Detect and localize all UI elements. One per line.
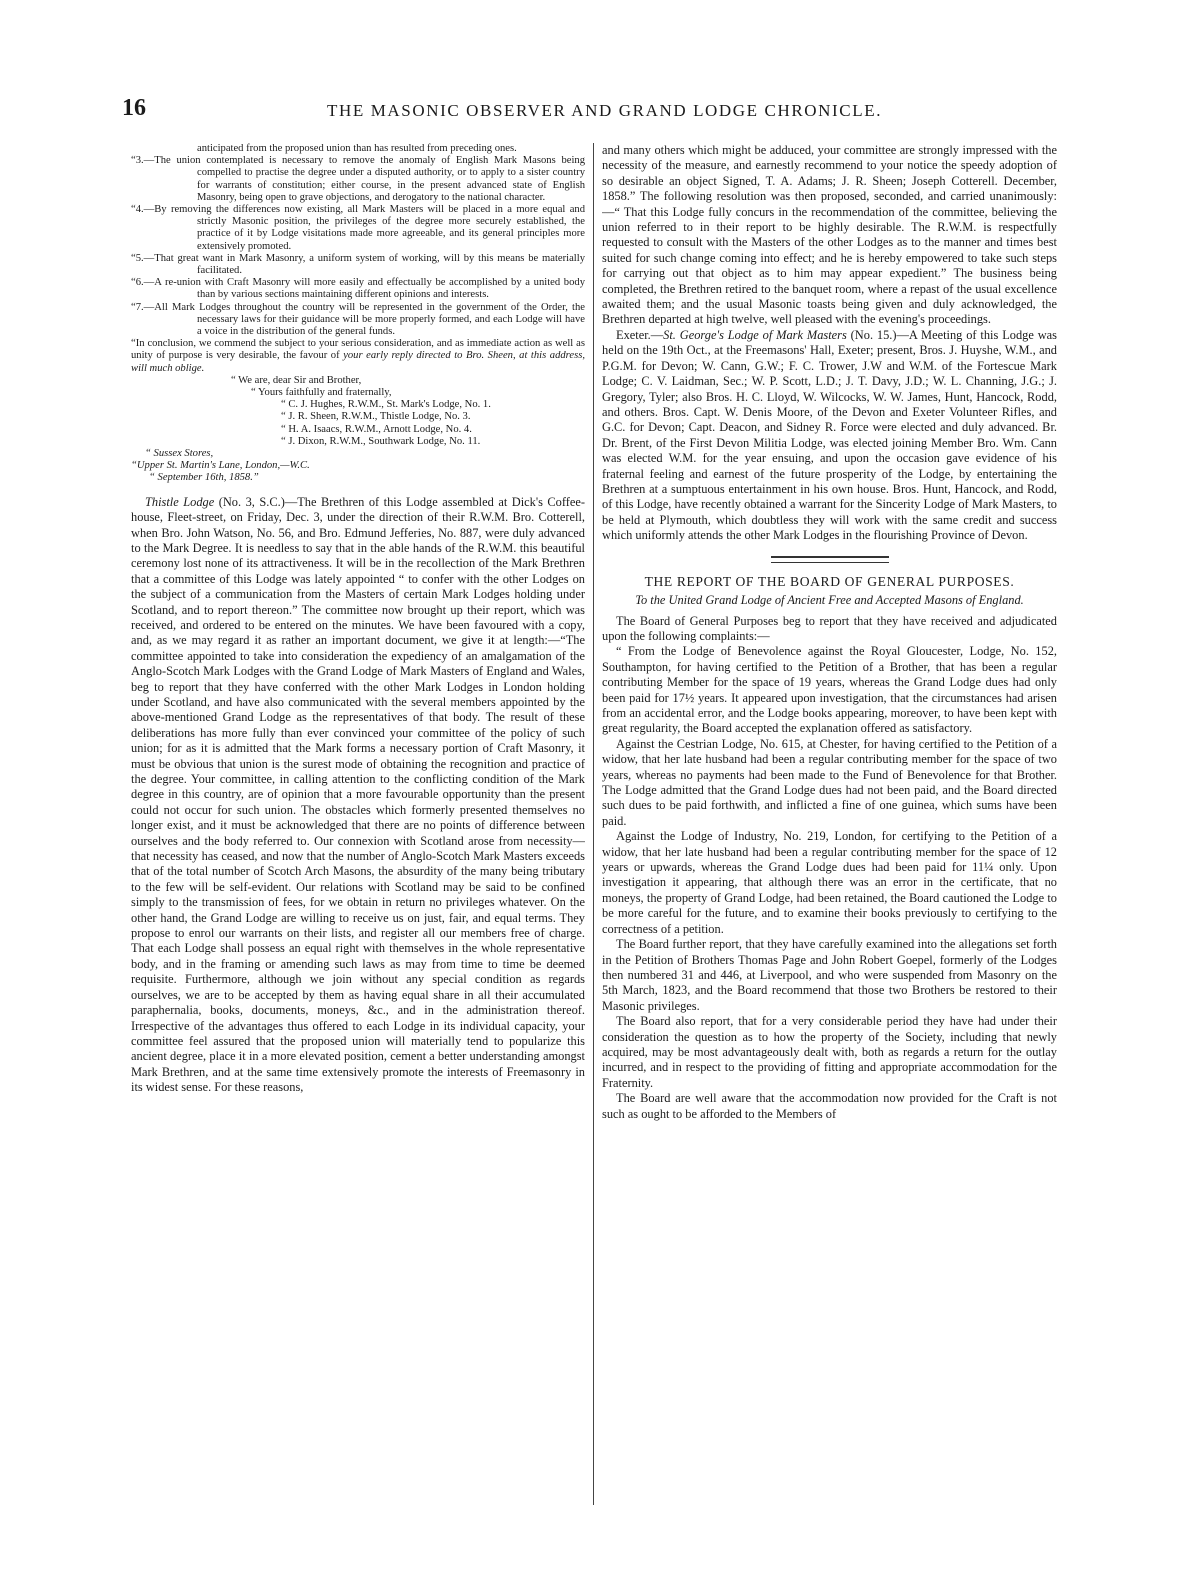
signature-sussex: “ Sussex Stores, <box>145 448 214 460</box>
report-paragraph: The Board are well aware that the accommodation now provided for the Craft is not such as ought to be afforded to the Members of <box>602 1091 1057 1121</box>
quote-point-4: “4.—By removing the differences now existing, all Mark Masters will be placed in a more equal and strictly Masonic position, the privileges of the degree more securely established, the practice of it by Lodge visitations made more agreeable, and its general principles more extensively promoted. <box>131 204 585 252</box>
report-title: THE REPORT OF THE BOARD OF GENERAL PURPOSES. <box>644 573 1015 589</box>
quote-point-2-cont: anticipated from the proposed union than has resulted from preceding ones. <box>197 143 517 154</box>
signature-address: “Upper St. Martin's Lane, London,—W.C. <box>131 460 310 472</box>
section-divider <box>771 556 889 563</box>
thistle-lodge-report: Thistle Lodge (No. 3, S.C.)—The Brethren of this Lodge assembled at Dick's Coffee-house, Fleet-street, on Friday, Dec. 3, under the direction of their R.W.M. Bro. Cotterell, when Bro. John Watson, No. 56, and Bro. Edmund Jefferies, No. 887, were duly advanced to the Mark Degree. It is needless to say that in the able hands of the R.W.M. this beautiful ceremony lost none of its attractiveness. It will be in the recollection of the Mark Brethren that a committee of this Lodge was lately appointed “ to confer with the other Lodges on the subject of a communication from the Masters of certain Mark Lodges holding under Scotland, and to report thereon.” The committee now brought up their report, which was received, and ordered to be entered on the minutes. We have been favoured with a copy, and, as we may regard it as rather an important document, we give it at length:—“The committee appointed to take into consideration the expediency of an amalgamation of the Anglo-Scotch Mark Lodges with the Grand Lodge of Mark Masters of England and Wales, beg to report that they have conferred with the other Mark Lodges in London holding under Scotland, and have also communicated with the several members appointed by the above-mentioned Grand Lodge as the representatives of that body. The result of these deliberations has more fully than ever convinced your committee of the policy of such union; for as it is admitted that the Mark forms a necessary portion of Craft Masonry, it must be obvious that union is the surest mode of obtaining the recognition and practice of the degree. Your committee, in calling attention to the conflicting condition of the Mark degree in this country, are of opinion that a more favourable opportunity than the present could not occur for such union. The obstacles which formerly presented themselves no longer exist, and it must be acknowledged that there are no points of difference between ourselves and the body referred to. Our connexion with Scotland arose from necessity—that necessity has ceased, and now that the number of Anglo-Scotch Mark Masters exceeds that of the total number of Scotch Arch Masons, the absurdity of the many being tributary to the few will be self-evident. Our relations with Scotland may be said to be confined simply to the transmission of fees, for we obtain in return no privileges whatever. On the other hand, the Grand Lodge are willing to receive us on just, fair, and equal terms. They propose to enrol our warrants on their lists, and register all our members free of charge. That each Lodge shall possess an equal right with themselves in the whole representative body, and in the framing or amending such laws as may from time to time be deemed requisite. Furthermore, although we join without any special condition as regards ourselves, we are to be accepted by them as having equal share in all their accumulated paraphernalia, books, documents, moneys, &c., and in the administration thereof. Irrespective of the advantages thus offered to each Lodge in its individual capacity, your committee feel assured that the proposed union will materially tend to popularize this ancient degree, place it in a more elevated position, cement a better understanding amongst Mark Brethren, and at the same time extensively promote the interests of Freemasonry in its widest sense. For these reasons, <box>131 494 585 1095</box>
report-paragraph: Against the Lodge of Industry, No. 219, London, for certifying to the Petition of a widow, that her late husband had been a regular contributing member for the space of 12 years or upwards, whereas the Grand Lodge dues had been paid for 11¼ only. Upon investigation it appearing, that although there was an error in the certificate, that no moneys, the property of Grand Lodge, had been retained, the Board cautioned the Lodge to be more careful for the future, and to examine their books previously to certifying to the correctness of a petition. <box>602 829 1057 936</box>
left-column <box>131 143 585 1505</box>
quote-point-7: “7.—All Mark Lodges throughout the country will be represented in the government of the Order, the necessary laws for their guidance will be more properly formed, and each Lodge will have a voice in the distribution of the general funds. <box>131 301 585 338</box>
page-number: 16 <box>122 95 146 121</box>
signature-isaacs: “ H. A. Isaacs, R.W.M., Arnott Lodge, No. 4. <box>281 423 472 435</box>
signature-we-are: “ We are, dear Sir and Brother, <box>231 374 362 386</box>
quote-point-3: “3.—The union contemplated is necessary to remove the anomaly of English Mark Masons being compelled to practise the degree under a disputed authority, or to apply to a sister country for warrants of constitution; either course, in the present advanced state of English Masonry, being open to grave objections, and derogatory to the national character. <box>131 155 585 203</box>
signature-dixon: “ J. Dixon, R.W.M., Southwark Lodge, No. 11. <box>281 435 481 447</box>
committee-letter-quote <box>131 143 585 485</box>
signature-date: “ September 16th, 1858.” <box>149 472 259 484</box>
report-paragraph: The Board of General Purposes beg to report that they have received and adjudicated upon the following complaints:— <box>602 613 1057 643</box>
signature-hughes: “ C. J. Hughes, R.W.M., St. Mark's Lodge, No. 1. <box>281 399 491 411</box>
exeter-lodge-report: Exeter.—St. George's Lodge of Mark Masters (No. 15.)—A Meeting of this Lodge was held on the 19th Oct., at the Freemasons' Hall, Exeter; present, Bros. J. Huyshe, W.M., and P.G.M. for Devon; W. Cann, G.W.; F. C. Trower, J.W and W.M. of the Fortescue Mark Lodge; C. V. Laidman, Sec.; W. P. Scott, L.D.; J. T. Davy, J.D.; W. L. Channing, J.G.; J. Gregory, Tyler; also Bros. H. C. Lloyd, W. Wilcocks, W. W. James, Hunt, Hancock, Rodd, and others. Bros. Capt. W. Denis Moore, of the Devon and Exeter Volunteer Rifles, and G.C. for Devon; Capt. Deacon, and Sidney R. Force were elected and duly advanced. Br. Dr. Brent, of the First Devon Militia Lodge, was elected joining Member Bro. Wm. Cann was elected W.M. for the year ensuing, and upon the occasion gave evidence of his fraternal feeling and earnest of the future prosperity of the Lodge, by entertaining the Brethren at a sumptuous entertainment in his own house. Bros. Hunt, Hancock, and Rodd, of this Lodge, have recently obtained a warrant for the Sincerity Lodge of Mark Masters, to be held at Plymouth, which doubtless they will work with the same credit and success which uniformly attends the other Mark Lodges in the flourishing Province of Devon. <box>602 327 1057 543</box>
signature-yours: “ Yours faithfully and fraternally, <box>251 387 392 399</box>
column-rule <box>593 143 594 1505</box>
quote-point-5: “5.—That great want in Mark Masonry, a uniform system of working, will by this means be materially facilitated. <box>131 252 585 277</box>
report-paragraph: The Board also report, that for a very considerable period they have had under their consideration the question as to how the property of the Society, including that newly acquired, may be most advantageously dealt with, both as regards a return for the outlay incurred, and in respect to the providing of fitting and appropriate accommodation for the Fraternity. <box>602 1014 1057 1090</box>
running-head: THE MASONIC OBSERVER AND GRAND LODGE CHRONICLE. <box>327 101 883 120</box>
report-subtitle: To the United Grand Lodge of Ancient Free and Accepted Masons of England. <box>635 592 1024 607</box>
quote-point-6: “6.—A re-union with Craft Masonry will more easily and effectually be accomplished by a united body than by various sections maintaining different opinions and interests. <box>131 277 585 301</box>
right-column <box>602 143 1057 1505</box>
report-paragraph: Against the Cestrian Lodge, No. 615, at Chester, for having certified to the Petition of a widow, that her late husband had been a regular contributing member for the space of two years, whereas no payments had been made to the Fund of Benevolence for that Brother. The Lodge admitted that the Grand Lodge dues had not been paid, and the Board directed such dues to be paid forthwith, and inflicted a fine of one guinea, which sums have been paid. <box>602 736 1057 828</box>
report-paragraph: The Board further report, that they have carefully examined into the allegations set forth in the Petition of Brothers Thomas Page and John Robert Goepel, formerly of the Lodges then numbered 31 and 446, at Liverpool, and who were suspended from Masonry on the 5th March, 1823, and the Board recommend that those two Brothers be restored to their Masonic privileges. <box>602 937 1057 1013</box>
signature-sheen: “ J. R. Sheen, R.W.M., Thistle Lodge, No. 3. <box>281 411 471 423</box>
committee-report-cont: and many others which might be adduced, your committee are strongly impressed with the necessity of the measure, and earnestly recommend to your notice the speedy adoption of so desirable an object Signed, T. A. Adams; J. R. Sheen; Joseph Cotterell. December, 1858.” The following resolution was then proposed, seconded, and carried unanimously:—“ That this Lodge fully concurs in the recommendation of the committee, believing the union referred to in their report to be highly desirable. The R.W.M. is respectfully requested to consult with the Masters of the other Lodges as to the manner and times best suited for such change coming into effect; and he is hereby empowered to take such steps for carrying out that object as to him may appear expedient.” The business being completed, the Brethren retired to the banquet room, where a repast of the usual excellence awaited them; and the usual Masonic toasts being given and duly acknowledged, the Brethren departed at high twelve, well pleased with the evening's proceedings. <box>602 143 1057 327</box>
report-paragraph: “ From the Lodge of Benevolence against the Royal Gloucester, Lodge, No. 152, Southampton, for having certified to the Petition of a Brother, that has been a regular contributing Member for the space of 19 years, whereas the Grand Lodge dues had only been paid for 17½ years. It appeared upon investigation, that the circumstances had arisen from an accidental error, and the Lodge books appearing, moreover, to have been kept with great regularity, the Board accepted the explanation offered as satisfactory. <box>602 644 1057 736</box>
page-header <box>122 95 1067 135</box>
quote-conclusion: “In conclusion, we commend the subject to your serious consideration, and as immediate action as well as unity of purpose is very desirable, the favour of your early reply directed to Bro. Sheen, at this address, will much oblige. <box>131 338 585 374</box>
